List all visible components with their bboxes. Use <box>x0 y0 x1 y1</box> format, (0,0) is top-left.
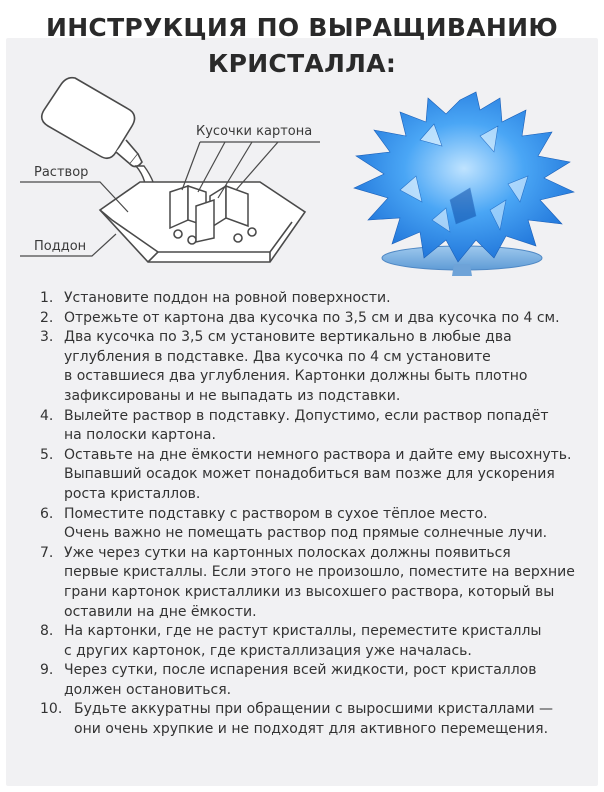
step-text-line: Уже через сутки на картонных полосках должны появиться <box>64 544 511 561</box>
step-text-line: Очень важно не помещать раствор под прямые солнечные лучи. <box>64 525 548 542</box>
step-text-line: Оставьте на дне ёмкости немного раствора и дайте ему высохнуть. <box>64 446 572 463</box>
instruction-step <box>40 661 580 700</box>
step-number: 1. <box>40 290 54 306</box>
step-text-line: Два кусочка по 3,5 см установите вертикально в любые два <box>64 329 512 346</box>
step-number: 7. <box>40 544 54 561</box>
crystal-cluster <box>354 92 574 262</box>
step-text-line: зафиксированы и не выпадать из подставки. <box>64 387 401 404</box>
step-text-line: Будьте аккуратны при обращении с выросшими кристаллами — <box>74 701 554 718</box>
step-text-line: роста кристаллов. <box>64 485 201 502</box>
step-text-line: в оставшиеся два углубления. Картонки должны быть плотно <box>64 368 528 385</box>
instruction-steps <box>40 289 580 740</box>
step-text-line: Поместите подставку с раствором в сухое тёплое место. <box>64 505 488 522</box>
step-text-line: На картонки, где не растут кристаллы, переместите кристаллы <box>64 623 542 640</box>
step-text-line: должен остановиться. <box>64 681 232 698</box>
crystal-photo <box>330 80 590 285</box>
tray-diagram <box>20 70 350 285</box>
step-number: 6. <box>40 505 54 522</box>
step-text-line: Отрежьте от картона два кусочка по 3,5 см и два кусочка по 4 см. <box>64 309 560 326</box>
solution-bottle-icon <box>42 78 142 167</box>
step-text-line: Через сутки, после испарения всей жидкости, рост кристаллов <box>64 662 537 679</box>
step-number: 3. <box>40 329 54 346</box>
step-text-line: Выпавший осадок может понадобиться вам позже для ускорения <box>64 466 555 483</box>
instruction-step <box>40 407 580 446</box>
step-number: 2. <box>40 309 54 326</box>
instruction-step <box>40 544 580 622</box>
step-text-line: с других картонок, где кристаллизация уже началась. <box>64 642 472 659</box>
step-number: 5. <box>40 446 54 463</box>
instruction-step <box>40 309 580 329</box>
instruction-step <box>40 289 580 309</box>
label-cardboard: Кусочки картона <box>196 124 313 139</box>
title-line-2: КРИСТАЛЛА: <box>207 49 397 78</box>
crystal-stand <box>452 264 472 276</box>
step-text-line: на полоски картона. <box>64 427 216 444</box>
title-line-1: ИНСТРУКЦИЯ ПО ВЫРАЩИВАНИЮ <box>45 13 559 42</box>
step-text-line: Установите поддон на ровной поверхности. <box>64 290 391 306</box>
instruction-step <box>40 446 580 505</box>
instruction-step <box>40 700 580 739</box>
instruction-step <box>40 328 580 406</box>
step-text-line: оставили на дне ёмкости. <box>64 603 257 620</box>
step-text-line: первые кристаллы. Если этого не произошло, поместите на верхние <box>64 564 575 581</box>
step-number: 10. <box>40 701 63 718</box>
step-text-line: Вылейте раствор в подставку. Допустимо, если раствор попадёт <box>64 407 549 424</box>
instruction-step <box>40 622 580 661</box>
step-number: 9. <box>40 662 54 679</box>
step-text-line: грани картонок кристаллики из высохшего раствора, который вы <box>64 583 555 600</box>
label-tray: Поддон <box>34 239 87 254</box>
step-number: 4. <box>40 407 54 424</box>
step-text-line: углубления в подставке. Два кусочка по 4 см установите <box>64 348 491 365</box>
instruction-step <box>40 505 580 544</box>
step-text-line: они очень хрупкие и не подходят для активного перемещения. <box>74 721 549 738</box>
label-solution: Раствор <box>34 165 89 180</box>
step-number: 8. <box>40 623 54 640</box>
